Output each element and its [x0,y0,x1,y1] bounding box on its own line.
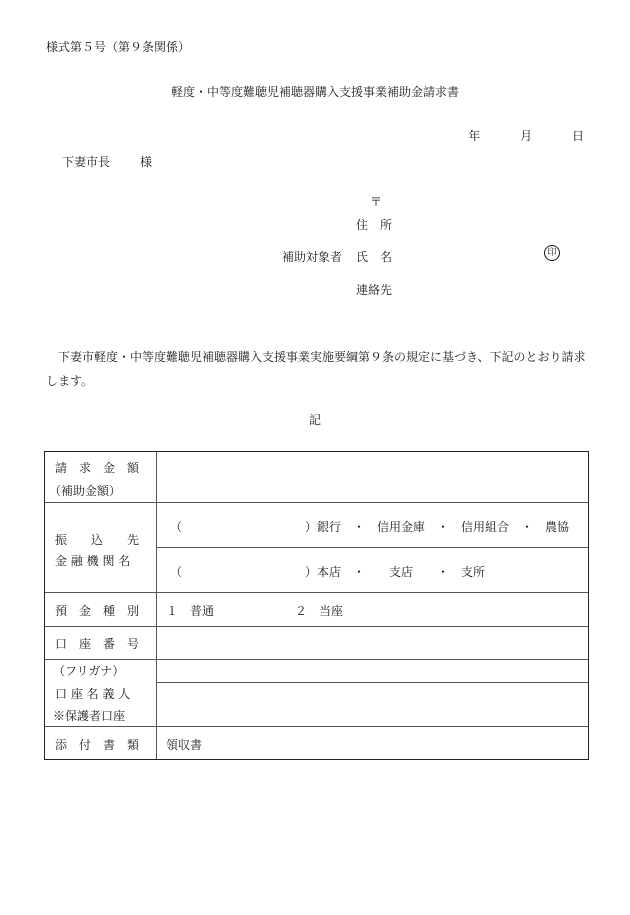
amount-sublabel: （補助金額） [49,484,122,498]
deposit-type-label: 預 金 種 別 [55,604,140,618]
column-divider [156,452,157,759]
ki-heading: 記 [308,413,321,427]
bank-type-options: ）銀行 ・ 信用金庫 ・ 信用組合 ・ 農協 [305,520,570,534]
bank-sublabel: 金 融 機 関 名 [55,554,131,568]
account-number-label: 口 座 番 号 [55,637,140,651]
seal-icon: 印 [544,245,560,261]
addressee-honorific: 様 [140,155,153,169]
document-title: 軽度・中等度難聴児補聴器購入支援事業補助金請求書 [170,85,459,99]
address-label: 住 所 [356,218,393,232]
furigana-input[interactable] [163,662,581,680]
addressee [62,153,152,170]
account-holder-label: 口 座 名 義 人 [55,687,131,701]
bank-name-input[interactable] [183,514,301,536]
attachment-value: 領収書 [166,738,203,752]
deposit-option-ordinary[interactable]: １ 普通 [166,604,215,618]
row-divider [45,659,588,660]
bank-name-open: （ [170,520,183,534]
date-line [468,127,584,144]
date-month: 月 [520,129,533,143]
row-divider [45,592,588,593]
postal-mark: 〒 [370,195,383,209]
request-statement: 下妻市軽度・中等度難聴児補聴器購入支援事業実施要綱第９条の規定に基づき、下記のとおり請求します。 [46,350,586,388]
name-label: 氏 名 [356,250,393,264]
guardian-account-note: ※保護者口座 [53,709,126,723]
row-divider [156,547,588,548]
contact-label: 連絡先 [356,283,393,297]
row-divider [45,502,588,503]
account-holder-input[interactable] [163,686,581,722]
account-number-input[interactable] [163,630,581,656]
row-divider [45,626,588,627]
branch-name-input[interactable] [183,559,301,581]
row-divider [156,682,588,683]
amount-input[interactable] [163,456,581,498]
claim-table [44,451,589,760]
row-divider [45,726,588,727]
deposit-option-current[interactable]: ２ 当座 [295,604,344,618]
branch-type-options: ）本店 ・ 支店 ・ 支所 [305,565,486,579]
bank-label: 振 込 先 [55,533,140,547]
form-number: 様式第５号（第９条関係） [46,40,191,54]
addressee-name: 下妻市長 [62,155,111,169]
date-year: 年 [468,129,481,143]
applicant-label: 補助対象者 [282,250,343,264]
attachment-label: 添 付 書 類 [55,738,140,752]
branch-name-open: （ [170,565,183,579]
furigana-label: （フリガナ） [53,664,125,678]
date-day: 日 [571,129,584,143]
amount-label: 請 求 金 額 [55,461,140,475]
